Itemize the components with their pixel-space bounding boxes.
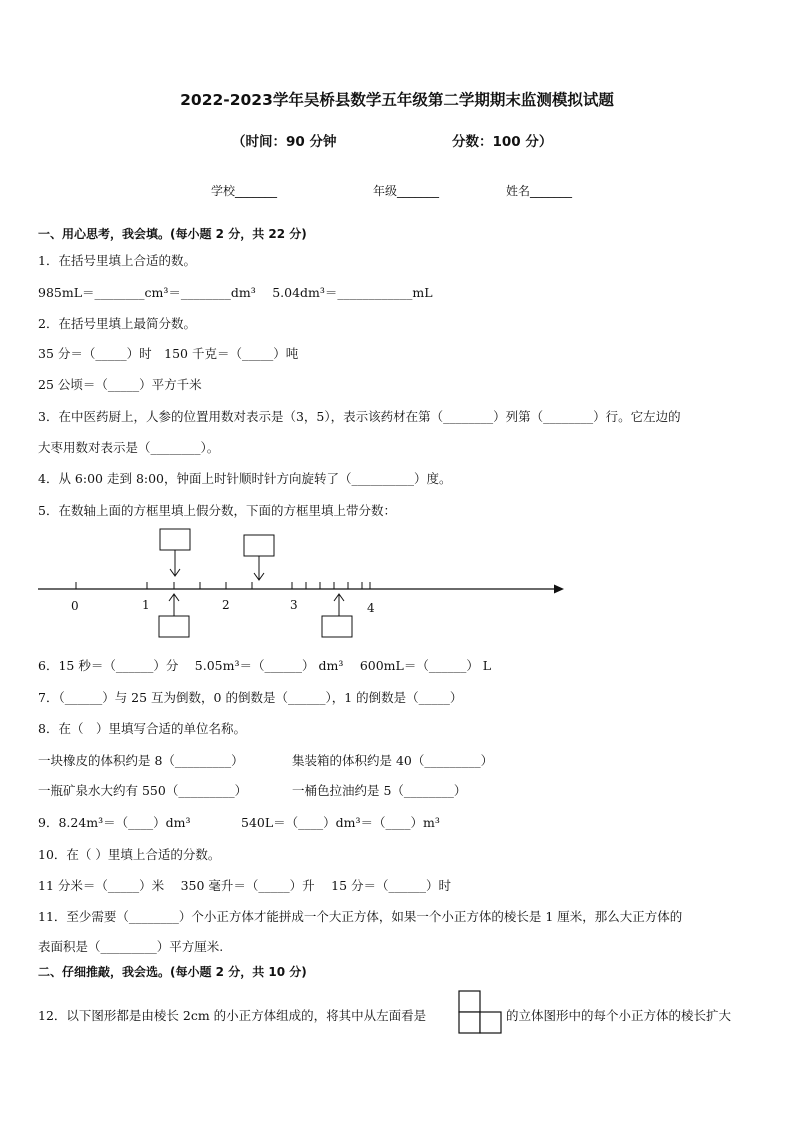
- tick-label-1: 1: [142, 598, 150, 612]
- q9-part-a: 9．8.24m³＝（____）dm³: [38, 815, 191, 830]
- tick-label-2: 2: [222, 598, 230, 612]
- q11-line-1: 11．至少需要（________）个小正方体才能拼成一个大正方体，如果一个小正方体的棱长是 1 厘米，那么大正方体的: [38, 909, 683, 924]
- q2-line-1: 35 分＝（_____）时 150 千克＝（_____）吨: [38, 346, 299, 361]
- answer-box-top-2: [244, 535, 274, 556]
- name-field[interactable]: 姓名_______: [506, 184, 573, 198]
- school-field[interactable]: 学校_______: [211, 184, 278, 198]
- tick-label-3: 3: [290, 598, 298, 612]
- arrow-head-icon: [554, 585, 564, 594]
- q2-stem: 2．在括号里填上最简分数。: [38, 316, 196, 331]
- q4-line: 4．从 6:00 走到 8:00，钟面上时针顺时针方向旋转了（__________）度。: [38, 471, 452, 486]
- q9-part-b: 540L＝（____）dm³＝（____）m³: [241, 815, 440, 830]
- q3-line-2: 大枣用数对表示是（________）。: [38, 440, 220, 455]
- q3-line-1: 3．在中医药厨上，人参的位置用数对表示是（3，5），表示该药材在第（________）列第（________）行。它左边的: [38, 409, 681, 424]
- side-view-cube-top: [459, 991, 480, 1012]
- answer-box-bottom-2: [322, 616, 352, 637]
- q1-line: 985mL＝________cm³＝________dm³ 5.04dm³＝____________mL: [38, 285, 433, 300]
- q8-item-container: 集装箱的体积约是 40（_________）: [292, 753, 494, 768]
- q10-stem: 10．在（ ）里填上合适的分数。: [38, 847, 221, 862]
- q6-line: 6．15 秒＝（______）分 5.05m³＝（______） dm³ 600mL＝（______） L: [38, 658, 492, 673]
- q8-item-water: 一瓶矿泉水大约有 550（_________）: [38, 783, 248, 798]
- page-title: 2022-2023学年吴桥县数学五年级第二学期期末监测模拟试题: [180, 91, 614, 109]
- answer-box-top-1: [160, 529, 190, 550]
- q10-line: 11 分米＝（_____）米 350 毫升＝（_____）升 15 分＝（______）时: [38, 878, 452, 893]
- q2-line-2: 25 公顷＝（_____）平方千米: [38, 377, 202, 392]
- q7-line: 7．（______）与 25 互为倒数，0 的倒数是（______），1 的倒数是（_____）: [38, 690, 463, 705]
- q11-line-2: 表面积是（_________）平方厘米.: [38, 939, 224, 954]
- q8-stem: 8．在（ ）里填写合适的单位名称。: [38, 721, 246, 736]
- exam-score: 分数：100 分）: [452, 134, 553, 150]
- answer-box-bottom-1: [159, 616, 189, 637]
- tick-label-0: 0: [71, 599, 79, 613]
- exam-time: （时间：90 分钟: [232, 134, 337, 150]
- q5-stem: 5．在数轴上面的方框里填上假分数，下面的方框里填上带分数：: [38, 503, 396, 518]
- number-line-figure: [30, 525, 575, 645]
- q8-item-oil: 一桶色拉油约是 5（________）: [292, 783, 467, 798]
- q8-item-eraser: 一块橡皮的体积约是 8（_________）: [38, 753, 244, 768]
- section-1-heading: 一、用心思考，我会填。(每小题 2 分，共 22 分): [38, 227, 307, 241]
- side-view-cube-bottom-left: [459, 1012, 480, 1033]
- side-view-figure: [458, 990, 504, 1034]
- q12-text-post: 的立体图形中的每个小正方体的棱长扩大: [506, 1008, 732, 1023]
- q1-stem: 1．在括号里填上合适的数。: [38, 253, 196, 268]
- side-view-cube-bottom-right: [480, 1012, 501, 1033]
- tick-label-4: 4: [367, 601, 375, 615]
- grade-field[interactable]: 年级_______: [373, 184, 440, 198]
- section-2-heading: 二、仔细推敲，我会选。(每小题 2 分，共 10 分): [38, 965, 307, 979]
- q12-text-pre: 12．以下图形都是由棱长 2cm 的小正方体组成的，将其中从左面看是: [38, 1008, 427, 1023]
